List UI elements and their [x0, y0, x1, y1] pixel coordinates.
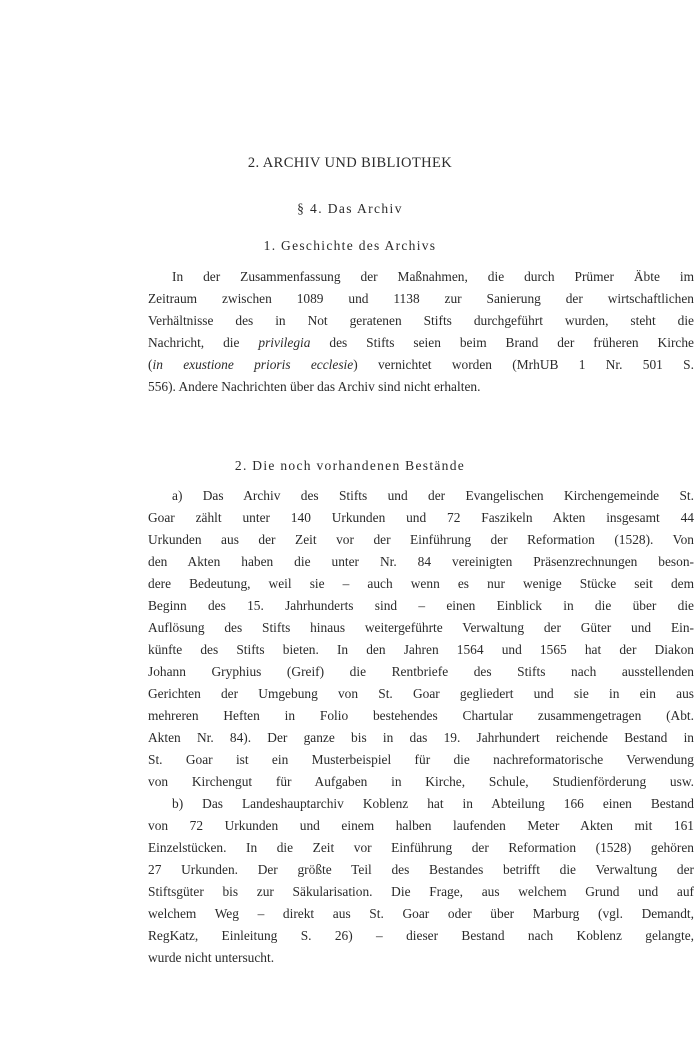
italic-term: privilegia [258, 335, 311, 350]
text-line: den Akten haben die unter Nr. 84 vereinigten Präsenzrechnungen beson- [148, 554, 694, 569]
chapter-heading: 2. ARCHIV UND BIBLIOTHEK [247, 155, 453, 171]
text-line: Urkunden aus der Zeit vor der Einführung der Reformation (1528). Von [148, 532, 694, 547]
text-segment: Nachricht, die [148, 335, 259, 350]
paragraph-holdings [148, 485, 694, 969]
text-line [148, 288, 694, 310]
text-line [148, 310, 694, 332]
text-segment: ( [148, 357, 153, 372]
text-line: RegKatz, Einleitung S. 26) – dieser Bestand nach Koblenz gelangte, [148, 928, 694, 943]
text-line: künfte des Stifts bieten. In den Jahren 1564 und 1565 hat der Diakon [148, 642, 694, 657]
text-line: a) Das Archiv des Stifts und der Evangelischen Kirchengemeinde St. [172, 488, 694, 503]
text-line: Beginn des 15. Jahrhunderts sind – einen Einblick in die über die [148, 598, 694, 613]
text-line: wurde nicht untersucht. [148, 950, 275, 965]
text-segment: In der Zusammenfassung der Maßnahmen, die durch Prümer Äbte im [172, 269, 694, 284]
text-line: Einzelstücken. In die Zeit vor Einführung der Reformation (1528) gehören [148, 840, 694, 855]
paragraph-history [148, 266, 694, 398]
subheading-history: 1. Geschichte des Archivs [263, 238, 437, 253]
text-line: Stiftsgüter bis zur Säkularisation. Die Frage, aus welchem Grund und auf [148, 884, 694, 899]
text-line [148, 332, 694, 354]
text-line: Gerichten der Umgebung von St. Goar gegliedert und sie in ein aus [148, 686, 694, 701]
text-segment: 556). Andere Nachrichten über das Archiv sind nicht erhalten. [148, 379, 481, 394]
text-line [148, 266, 694, 288]
subheading-holdings: 2. Die noch vorhandenen Bestände [234, 458, 466, 473]
text-line [148, 354, 694, 376]
text-segment: Zeitraum zwischen 1089 und 1138 zur Sanierung der wirtschaftlichen [148, 291, 694, 306]
text-line: welchem Weg – direkt aus St. Goar oder über Marburg (vgl. Demandt, [148, 906, 694, 921]
text-line: dere Bedeutung, weil sie – auch wenn es nur wenige Stücke seit dem [148, 576, 694, 591]
text-line [148, 376, 694, 398]
text-line: Auflösung des Stifts hinaus weitergeführte Verwaltung der Güter und Ein- [148, 620, 694, 635]
text-line: Goar zählt unter 140 Urkunden und 72 Faszikeln Akten insgesamt 44 [148, 510, 694, 525]
text-segment: ) vernichtet worden (MrhUB 1 Nr. 501 S. [353, 357, 694, 372]
text-line: b) Das Landeshauptarchiv Koblenz hat in Abteilung 166 einen Bestand [172, 796, 694, 811]
text-line: 27 Urkunden. Der größte Teil des Bestandes betrifft die Verwaltung der [148, 862, 694, 877]
text-segment: des Stifts seien beim Brand der früheren Kirche [310, 335, 694, 350]
text-line: Johann Gryphius (Greif) die Rentbriefe des Stifts nach ausstellenden [148, 664, 694, 679]
section-heading: § 4. Das Archiv [297, 201, 403, 216]
text-line: St. Goar ist ein Musterbeispiel für die nachreformatorische Verwendung [148, 752, 694, 767]
text-line: von Kirchengut für Aufgaben in Kirche, Schule, Studienförderung usw. [148, 774, 694, 789]
text-segment: Verhältnisse des in Not geratenen Stifts durchgeführt wurden, steht die [148, 313, 694, 328]
text-line: mehreren Heften in Folio bestehendes Chartular zusammengetragen (Abt. [148, 708, 694, 723]
italic-term: in exustione prioris ecclesie [152, 357, 354, 372]
text-line: von 72 Urkunden und einem halben laufenden Meter Akten mit 161 [148, 818, 694, 833]
text-line: Akten Nr. 84). Der ganze bis in das 19. Jahrhundert reichende Bestand in [148, 730, 694, 745]
